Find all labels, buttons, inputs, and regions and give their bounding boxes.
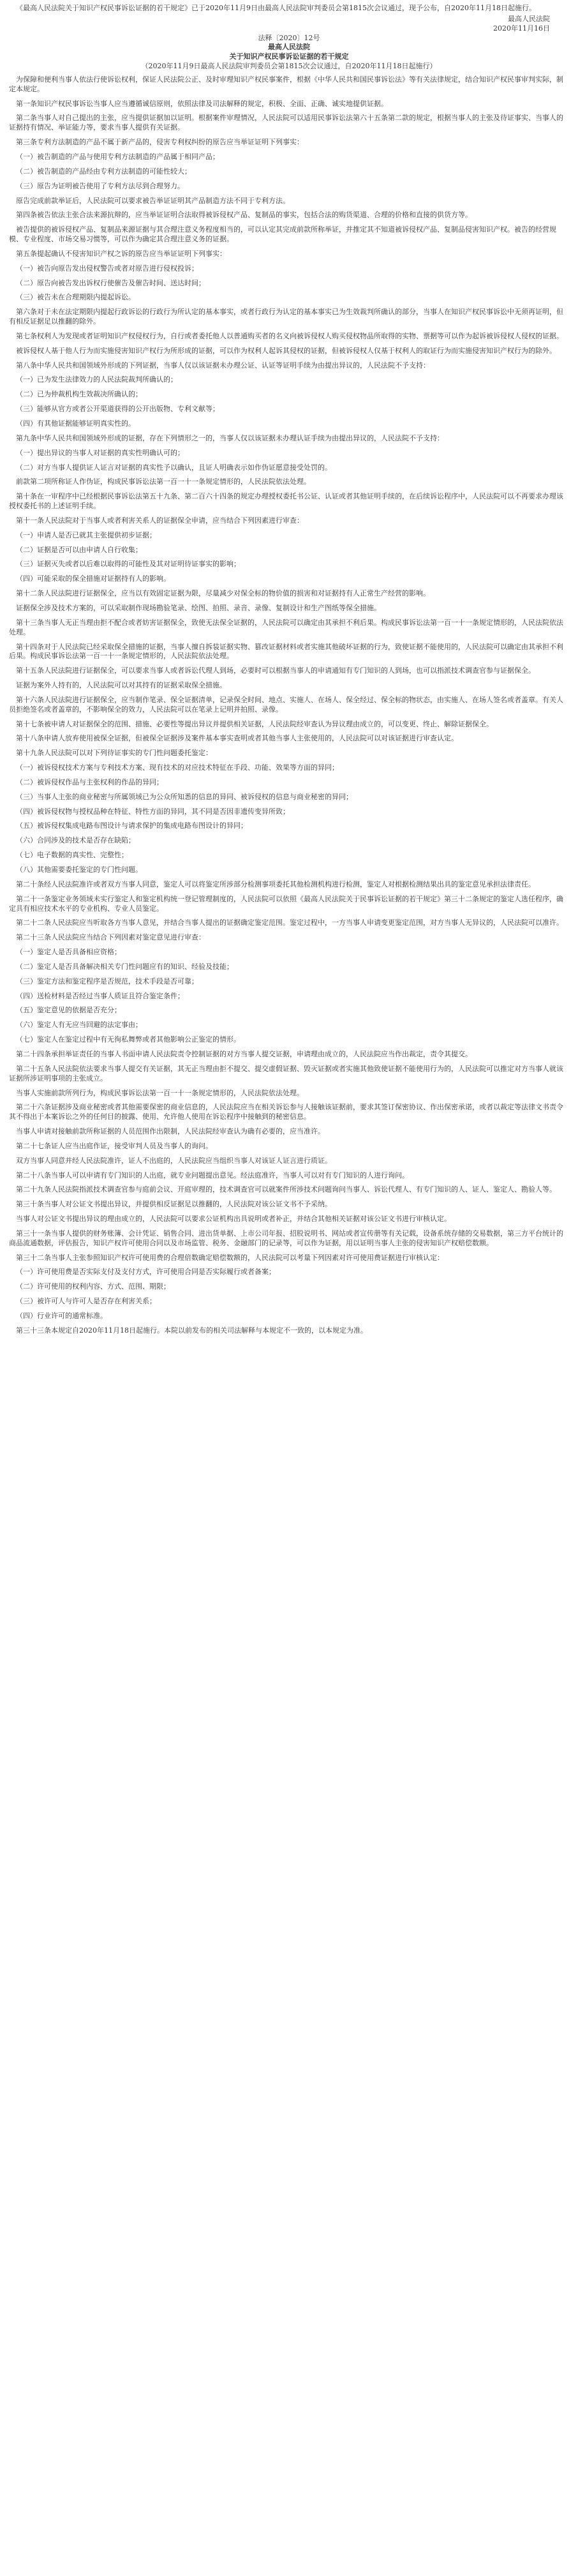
article-29: 第二十九条人民法院指派技术调查官参与庭前会议、开庭审理的，技术调查官可以就案件所涉技术问题询问当事人、诉讼代理人、有专门知识的人、证人、鉴定人、勘验人等。 bbox=[16, 1185, 556, 1194]
article-11-item-4: （四）可能采取的保全措施对证据持有人的影响。 bbox=[16, 574, 170, 583]
article-20: 第二十条经人民法院准许或者双方当事人同意，鉴定人可以将鉴定所涉部分检测事项委托其他检测机构进行检测，鉴定人对根据检测结果出具的鉴定意见承担法律责任。 bbox=[16, 880, 535, 888]
article-1: 第一条知识产权民事诉讼当事人应当遵循诚信原则，依照法律及司法解释的规定，积极、全面、正确、诚实地提供证据。 bbox=[16, 99, 388, 108]
article-5: 第五条提起确认不侵害知识产权之诉的原告应当举证证明下列事实： bbox=[16, 249, 226, 258]
article-23-item-6: （六）鉴定人有无应当回避的法定事由； bbox=[16, 1021, 142, 1030]
article-9-paragraph-2: 前款第二项所称证人作伪证，构成民事诉讼法第一百一十一条规定情形的，人民法院依法处理。 bbox=[16, 477, 311, 486]
article-5-item-3: （三）被告未在合理期限内提起诉讼。 bbox=[16, 293, 135, 302]
article-32-item-4: （四）行业许可的通常标准。 bbox=[16, 1312, 107, 1320]
article-3: 第三条专利方法制造的产品不属于新产品的，侵害专利权纠纷的原告应当举证证明下列事实： bbox=[16, 138, 304, 147]
article-3-item-1: （一）被告制造的产品与使用专利方法制造的产品属于相同产品； bbox=[16, 152, 219, 161]
article-23: 第二十三条人民法院应当结合下列因素对鉴定意见进行审查： bbox=[16, 933, 205, 942]
article-19-item-1: （一）被诉侵权技术方案与专利技术方案、现有技术的对应技术特征在手段、功能、效果等方面的异同； bbox=[16, 763, 339, 772]
article-26-paragraph-2: 当事人申请对接触前款所称证据的人员范围作出限制，人民法院经审查认为确有必要的，应当准许。 bbox=[16, 1127, 325, 1136]
article-32-item-1: （一）许可使用费是否实际支付及支付方式，许可使用合同是否实际履行或者备案； bbox=[16, 1268, 276, 1277]
signing-date: 2020年11月16日 bbox=[493, 24, 550, 33]
article-27-paragraph-2: 双方当事人同意并经人民法院准许，证人不出庭的，人民法院应当组织当事人对该证人证言进行质证。 bbox=[16, 1156, 332, 1165]
article-23-item-5: （五）鉴定意见的依据是否充分； bbox=[16, 1006, 121, 1015]
preamble-paragraph: 为保障和便利当事人依法行使诉讼权利，保证人民法院公正、及时审理知识产权民事案件，根据《中华人民共和国民事诉讼法》等有关法律规定，结合知识产权民事审判实际，制定本规定。 bbox=[9, 75, 563, 93]
article-12-paragraph-2: 证据保全涉及技术方案的，可以采取制作现场勘验笔录、绘图、拍照、录音、录像、复制设计和生产图纸等保全措施。 bbox=[16, 603, 381, 612]
article-25: 第二十五条人民法院依法要求当事人提交有关证据，其无正当理由拒不提交、提交虚假证据、毁灭证据或者实施其他致使证据不能使用行为的，人民法院可以推定对方当事人就该证据所涉证明事项的主张成立。 bbox=[9, 1064, 563, 1082]
article-21: 第二十一条鉴定业务领域未实行鉴定人和鉴定机构统一登记管理制度的，人民法院可以依照《最高人民法院关于民事诉讼证据的若干规定》第三十二条规定的鉴定人选任程序，确定具有相应技术水平的专业机构、专业人员鉴定。 bbox=[9, 894, 563, 913]
article-19: 第十九条人民法院可以对下列待证事实的专门性问题委托鉴定： bbox=[16, 749, 212, 758]
article-8-item-4: （四）有其他证据能够证明真实性的。 bbox=[16, 419, 135, 428]
article-23-item-1: （一）鉴定人是否具备相应资格； bbox=[16, 948, 121, 957]
article-19-item-2: （二）被诉侵权作品与主张权利的作品的异同； bbox=[16, 777, 163, 786]
article-8-item-2: （二）已为仲裁机构生效裁决所确认的； bbox=[16, 390, 142, 399]
article-5-item-1: （一）被告向原告发出侵权警告或者对原告进行侵权投诉； bbox=[16, 264, 198, 273]
article-22: 第二十二条人民法院应当听取各方当事人意见，并结合当事人提出的证据确定鉴定范围。鉴定过程中，一方当事人申请变更鉴定范围，对方当事人无异议的，人民法院可以准许。 bbox=[16, 918, 563, 927]
article-8: 第八条中华人民共和国领域外形成的下列证据，当事人仅以该证据未办理公证、认证等证明手续为由提出异议的，人民法院不予支持： bbox=[16, 361, 430, 370]
publication-notice: 《最高人民法院关于知识产权民事诉讼证据的若干规定》已于2020年11月9日由最高人民法院审判委员会第1815次会议通过，现予公布，自2020年11月18日起施行。 bbox=[16, 4, 536, 12]
article-3-paragraph-2: 原告完成前款举证后，人民法院可以要求被告举证证明其产品制造方法不同于专利方法。 bbox=[16, 196, 290, 205]
article-28: 第二十八条当事人可以申请有专门知识的人出庭，就专业问题提出意见。经法庭准许，当事人可以对有专门知识的人进行询问。 bbox=[16, 1171, 409, 1179]
article-23-item-2: （二）鉴定人是否具备解决相关专门性问题应有的知识、经验及技能； bbox=[16, 962, 233, 971]
article-19-item-6: （六）合同涉及的技术是否存在缺陷； bbox=[16, 836, 135, 845]
article-16: 第十六条人民法院进行证据保全，应当制作笔录、保全证据清单，记录保全时间、地点、实施人、在场人、保全经过、保全标的物状态，由实施人、在场人签名或者盖章。有关人员拒绝签名或者盖章的，不影响保全的效力，人民法院可以在笔录上记明并拍照、录像。 bbox=[9, 695, 563, 714]
article-11-item-1: （一）申请人是否已就其主张提供初步证据； bbox=[16, 530, 156, 539]
article-15-paragraph-2: 证据为案外人持有的，人民法院可以对其持有的证据采取保全措施。 bbox=[16, 681, 226, 690]
article-17: 第十七条被申请人对证据保全的范围、措施、必要性等提出异议并提供相关证据，人民法院经审查认为异议理由成立的，可以变更、终止、解除证据保全。 bbox=[16, 719, 493, 728]
signing-court: 最高人民法院 bbox=[508, 14, 550, 23]
article-23-item-3: （三）鉴定方法和鉴定程序是否规范，技术手段是否可靠； bbox=[16, 977, 198, 985]
article-19-item-8: （八）其他需要委托鉴定的专门性问题。 bbox=[16, 865, 142, 874]
article-7: 第七条权利人为发现或者证明知识产权侵权行为，自行或者委托他人以普通购买者的名义向被诉侵权人购买侵权物品所取得的实物、票据等可以作为起诉被诉侵权人侵权的证据。 bbox=[16, 331, 563, 340]
article-8-item-3: （三）能够从官方或者公开渠道获得的公开出版物、专利文献等； bbox=[16, 405, 219, 414]
article-24: 第二十四条承担举证责任的当事人书面申请人民法院责令控制证据的对方当事人提交证据，申请理由成立的，人民法院应当作出裁定，责令其提交。 bbox=[16, 1049, 472, 1058]
article-19-item-3: （三）当事人主张的商业秘密与所属领域已为公众所知悉的信息的异同、被诉侵权的信息与商业秘密的异同； bbox=[16, 792, 353, 801]
article-19-item-4: （四）被诉侵权物与授权品种在特征、特性方面的异同，其不同是否因非遗传变异所致； bbox=[16, 807, 290, 816]
article-9-item-1: （一）提出异议的当事人对证据的真实性明确认可的； bbox=[16, 448, 184, 457]
article-32: 第三十二条当事人主张参照知识产权许可使用费的合理倍数确定赔偿数额的，人民法院可以考量下列因素对许可使用费证据进行审核认定： bbox=[16, 1253, 444, 1262]
document-number: 法释〔2020〕12号 bbox=[258, 33, 320, 42]
article-12: 第十二条人民法院进行证据保全，应当以有效固定证据为限，尽量减少对保全标的物价值的损害和对证据持有人正常生产经营的影响。 bbox=[16, 589, 430, 598]
adoption-note: （2020年11月9日最高人民法院审判委员会第1815次会议通过，自2020年11月18日起施行） bbox=[141, 62, 437, 71]
article-5-item-2: （二）原告向被告发出诉权行使催告及催告时间、送达时间； bbox=[16, 278, 205, 287]
article-9-item-2: （二）对方当事人提供证人证言对证据的真实性予以确认，且证人明确表示如作伪证愿意接受处罚的。 bbox=[16, 463, 332, 472]
article-26: 第二十六条证据涉及商业秘密或者其他需要保密的商业信息的，人民法院应当在相关诉讼参与人接触该证据前，要求其签订保密协议、作出保密承诺，或者以裁定等法律文书责令其不得出于本案诉讼之外的任何目的披露、使用、允许他人使用在诉讼程序中接触到的秘密信息。 bbox=[9, 1103, 563, 1121]
document-body bbox=[9, 75, 569, 1336]
article-31: 第三十一条当事人提供的财务账簿、会计凭证、销售合同、进出货单据、上市公司年报、招股说明书、网站或者宣传册等有关记载，设备系统存储的交易数据，第三方平台统计的商品流通数据，评估报告，知识产权许可使用合同以及市场监管、税务、金融部门的记录等，可以作为证据，用以证明当事人主张的侵害知识产权赔偿数额。 bbox=[9, 1229, 563, 1247]
article-33: 第三十三条本规定自2020年11月18日起施行。本院以前发布的相关司法解释与本规定不一致的，以本规定为准。 bbox=[16, 1326, 367, 1335]
article-10: 第十条在一审程序中已经根据民事诉讼法第五十九条、第二百六十四条的规定办理授权委托书公证、认证或者其他证明手续的，在后续诉讼程序中，人民法院可以不再要求办理该授权委托书的上述证明手续。 bbox=[9, 492, 563, 511]
article-7-paragraph-2: 被诉侵权人基于他人行为而实施侵害知识产权行为所形成的证据，可以作为权利人起诉其侵权的证据，但被诉侵权人仅基于权利人的取证行为而实施侵害知识产权行为的除外。 bbox=[16, 346, 556, 355]
article-19-item-7: （七）电子数据的真实性、完整性； bbox=[16, 851, 128, 860]
article-27: 第二十七条证人应当出庭作证，接受审判人员及当事人的询问。 bbox=[16, 1141, 212, 1150]
article-6: 第六条对于未在法定期限内提起行政诉讼的行政行为所认定的基本事实，或者行政行为认定的基本事实已为生效裁判所确认的部分，当事人在知识产权民事诉讼中无须再证明，但有相反证据足以推翻的除外。 bbox=[9, 308, 563, 326]
article-11-item-2: （二）证据是否可以由申请人自行收集； bbox=[16, 545, 142, 554]
article-2: 第二条当事人对自己提出的主张，应当提供证据加以证明。根据案件审理情况，人民法院可以适用民事诉讼法第六十五条第二款的规定，根据当事人的主张及待证事实、当事人的证据持有情况、举证能力等，要求当事人提供有关证据。 bbox=[9, 114, 563, 132]
article-9: 第九条中华人民共和国领域外形成的证据，存在下列情形之一的，当事人仅以该证据未办理认证手续为由提出异议的，人民法院不予支持： bbox=[16, 433, 444, 442]
article-23-item-7: （七）鉴定人在鉴定过程中有无徇私舞弊或者其他影响公正鉴定的情形。 bbox=[16, 1035, 241, 1044]
article-19-item-5: （五）被诉侵权集成电路布图设计与请求保护的集成电路布图设计的异同； bbox=[16, 821, 248, 830]
article-11: 第十一条人民法院对于当事人或者利害关系人的证据保全申请，应当结合下列因素进行审查： bbox=[16, 516, 304, 525]
article-3-item-2: （二）被告制造的产品经由专利方法制造的可能性较大； bbox=[16, 167, 191, 176]
article-23-item-4: （四）送检材料是否经过当事人质证且符合鉴定条件； bbox=[16, 991, 184, 1000]
article-30-paragraph-2: 当事人对公证文书提出异议的理由成立的，人民法院可以要求公证机构出具说明或者补正，并结合其他相关证据对该公证文书进行审核认定。 bbox=[16, 1215, 451, 1224]
article-4: 第四条被告依法主张合法来源抗辩的，应当举证证明合法取得被诉侵权产品、复制品的事实，包括合法的购货渠道、合理的价格和直接的供货方等。 bbox=[16, 211, 472, 220]
article-4-paragraph-2: 被告提供的被诉侵权产品、复制品来源证据与其合理注意义务程度相当的，可以认定其完成前款所称举证，并推定其不知道被诉侵权产品、复制品侵害知识产权。被告的经营规模、专业程度、市场交易习惯等，可以作为确定其合理注意义务的证据。 bbox=[9, 225, 556, 244]
article-32-item-2: （二）许可使用的权利内容、方式、范围、期限； bbox=[16, 1282, 170, 1291]
document-title: 关于知识产权民事诉讼证据的若干规定 bbox=[229, 52, 349, 61]
article-14: 第十四条对于人民法院已经采取保全措施的证据，当事人擅自拆装证据实物、篡改证据材料或者实施其他破坏证据的行为，致使证据不能使用的，人民法院可以确定由其承担不利后果。构成民事诉讼法第一百一十一条规定情形的，人民法院依法处理。 bbox=[9, 642, 563, 661]
article-3-item-3: （三）原告为证明被告使用了专利方法尽到合理努力。 bbox=[16, 181, 184, 190]
article-13: 第十三条当事人无正当理由拒不配合或者妨害证据保全，致使无法保全证据的，人民法院可以确定由其承担不利后果。构成民事诉讼法第一百一十一条规定情形的，人民法院依法处理。 bbox=[9, 618, 563, 636]
article-11-item-3: （三）证据灭失或者以后难以取得的可能性及其对证明待证事实的影响； bbox=[16, 560, 241, 569]
article-15: 第十五条人民法院进行证据保全，可以要求当事人或者诉讼代理人到场，必要时可以根据当事人的申请通知有专门知识的人到场，也可以指派技术调查官参与证据保全。 bbox=[16, 666, 535, 675]
article-18: 第十八条申请人放弃使用被保全证据，但被保全证据涉及案件基本事实查明或者其他当事人主张使用的，人民法院可以对该证据进行审查认定。 bbox=[16, 734, 458, 743]
article-8-item-1: （一）已为发生法律效力的人民法院裁判所确认的； bbox=[16, 375, 177, 384]
article-30: 第三十条当事人对公证文书提出异议，并提供相反证据足以推翻的，人民法院对该公证文书不予采纳。 bbox=[16, 1200, 332, 1209]
article-32-item-3: （三）被许可人与许可人是否存在利害关系； bbox=[16, 1297, 156, 1306]
article-25-paragraph-2: 当事人实施前款所列行为，构成民事诉讼法第一百一十一条规定情形的，人民法院依法处理。 bbox=[16, 1088, 304, 1097]
issuer-heading: 最高人民法院 bbox=[268, 43, 310, 52]
